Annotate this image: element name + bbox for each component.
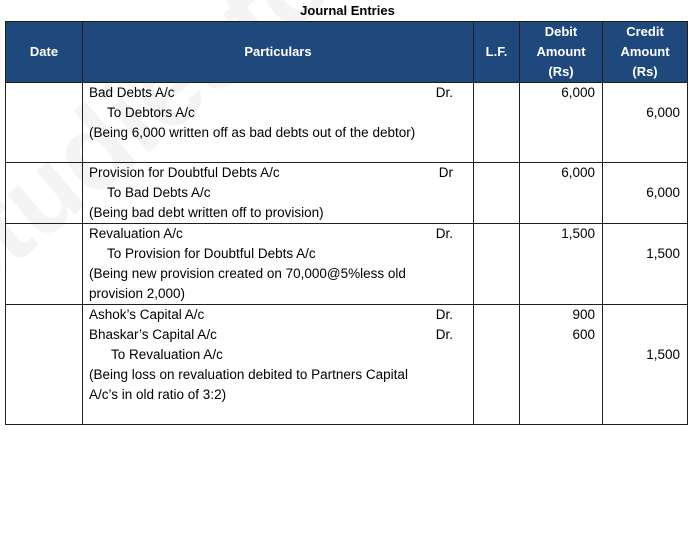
debit-account: Provision for Doubtful Debts A/c <box>89 165 280 180</box>
debit-line <box>89 83 469 103</box>
dr-mark: Dr. <box>435 226 453 241</box>
narration: (Being new provision created on 70,000@5%less old provision 2,000) <box>89 266 406 301</box>
dr-mark: Dr. <box>435 307 453 322</box>
table-row <box>6 83 688 163</box>
table-row <box>6 163 688 224</box>
debit-amount-value-2: 600 <box>572 327 595 342</box>
header-credit-amount <box>603 22 688 83</box>
credit-amount <box>603 305 688 425</box>
page-title: Journal Entries <box>300 3 395 18</box>
narration: (Being 6,000 written off as bad debts out of the debtor) <box>89 125 416 140</box>
header-debit-amount <box>520 22 603 83</box>
header-debit-line-1: Debit <box>544 24 578 39</box>
debit-amount-value: 900 <box>572 307 595 322</box>
header-particulars: Particulars <box>83 22 474 83</box>
particulars-cell <box>83 224 474 305</box>
table-row <box>6 224 688 305</box>
debit-amount-value: 1,500 <box>561 226 595 241</box>
journal-table <box>5 21 688 425</box>
debit-amount <box>520 163 603 224</box>
debit-line <box>89 305 469 325</box>
date-cell <box>6 83 83 163</box>
header-lf: L.F. <box>474 22 520 83</box>
credit-amount-value: 6,000 <box>646 185 680 200</box>
date-cell <box>6 224 83 305</box>
lf-cell <box>474 163 520 224</box>
particulars-cell <box>83 83 474 163</box>
table-row <box>6 305 688 425</box>
credit-amount-value: 1,500 <box>646 246 680 261</box>
credit-account: To Provision for Doubtful Debts A/c <box>107 246 316 261</box>
debit-account: Revaluation A/c <box>89 226 183 241</box>
lf-cell <box>474 83 520 163</box>
credit-account: To Revaluation A/c <box>111 347 223 362</box>
debit-account-2: Bhaskar’s Capital A/c <box>89 327 217 342</box>
dr-mark-2: Dr. <box>435 327 453 342</box>
credit-amount <box>603 83 688 163</box>
credit-amount <box>603 163 688 224</box>
dr-mark: Dr. <box>435 85 453 100</box>
debit-line-2 <box>89 325 469 345</box>
narration: (Being loss on revaluation debited to Partners Capital A/c’s in old ratio of 3:2) <box>89 367 408 402</box>
debit-amount <box>520 224 603 305</box>
header-debit-line-3: (Rs) <box>548 64 574 79</box>
dr-mark: Dr <box>438 165 453 180</box>
header-row <box>6 22 688 83</box>
header-credit-line-3: (Rs) <box>632 64 658 79</box>
debit-amount <box>520 305 603 425</box>
debit-amount-value: 6,000 <box>561 85 595 100</box>
particulars-cell <box>83 163 474 224</box>
narration: (Being bad debt written off to provision) <box>89 205 324 220</box>
credit-amount-value: 6,000 <box>646 105 680 120</box>
debit-account: Ashok’s Capital A/c <box>89 307 205 322</box>
header-date: Date <box>6 22 83 83</box>
credit-amount <box>603 224 688 305</box>
debit-amount-value: 6,000 <box>561 165 595 180</box>
debit-line <box>89 163 469 183</box>
particulars-cell <box>83 305 474 425</box>
date-cell <box>6 305 83 425</box>
date-cell <box>6 163 83 224</box>
header-credit-line-2: Amount <box>620 44 670 59</box>
credit-account: To Bad Debts A/c <box>107 185 211 200</box>
lf-cell <box>474 224 520 305</box>
credit-account: To Debtors A/c <box>107 105 195 120</box>
debit-account: Bad Debts A/c <box>89 85 175 100</box>
debit-line <box>89 224 469 244</box>
header-credit-line-1: Credit <box>626 24 664 39</box>
lf-cell <box>474 305 520 425</box>
debit-amount <box>520 83 603 163</box>
header-debit-line-2: Amount <box>536 44 586 59</box>
credit-amount-value: 1,500 <box>646 347 680 362</box>
